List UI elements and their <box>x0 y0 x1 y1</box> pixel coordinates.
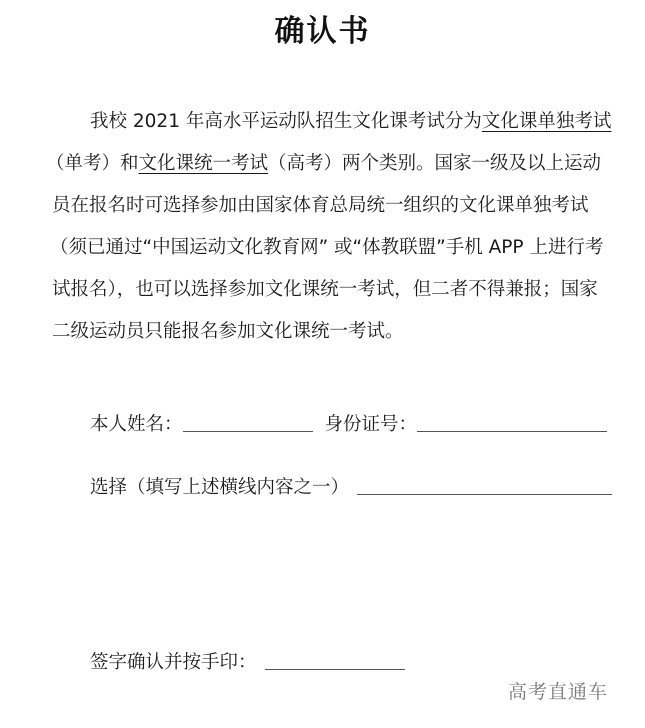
paragraph-line-3 <box>52 185 612 227</box>
line-text: （高考）两个类别。国家一级及以上运动 <box>268 153 602 174</box>
underlined-term-single-exam: 文化课单独考试 <box>481 111 612 132</box>
choice-label: 选择（填写上述横线内容之一） <box>90 477 350 498</box>
signature-field[interactable] <box>265 668 405 670</box>
id-number-label: 身份证号： <box>324 414 418 435</box>
body-paragraph <box>46 101 612 353</box>
identity-row <box>90 410 607 436</box>
signature-row <box>90 648 405 674</box>
paragraph-line-4 <box>50 227 612 269</box>
line-text: 二级运动员只能报名参加文化课统一考试。 <box>52 321 404 342</box>
line-text: （须已通过“中国运动文化教育网” 或“体教联盟”手机 APP 上进行考 <box>50 237 604 258</box>
choice-row <box>90 473 612 499</box>
paragraph-line-2 <box>46 143 612 185</box>
line-text: 试报名），也可以选择参加文化课统一考试，但二者不得兼报；国家 <box>52 279 598 300</box>
document-title: 确认书 <box>274 14 371 49</box>
paragraph-line-5 <box>52 269 612 311</box>
name-label: 本人姓名： <box>90 414 183 435</box>
watermark: 高考直通车 <box>508 681 609 703</box>
underlined-term-unified-exam: 文化课统一考试 <box>138 153 269 174</box>
id-number-field[interactable] <box>417 430 607 432</box>
choice-field[interactable] <box>357 493 612 495</box>
line-text: （单考）和 <box>46 153 139 174</box>
paragraph-line-6 <box>52 311 612 353</box>
line-text: 我校 2021 年高水平运动队招生文化课考试分为 <box>90 111 482 132</box>
name-field[interactable] <box>183 430 313 432</box>
line-text: 员在报名时可选择参加由国家体育总局统一组织的文化课单独考试 <box>52 195 589 216</box>
paragraph-line-1 <box>52 101 612 143</box>
signature-label: 签字确认并按手印： <box>90 652 257 673</box>
